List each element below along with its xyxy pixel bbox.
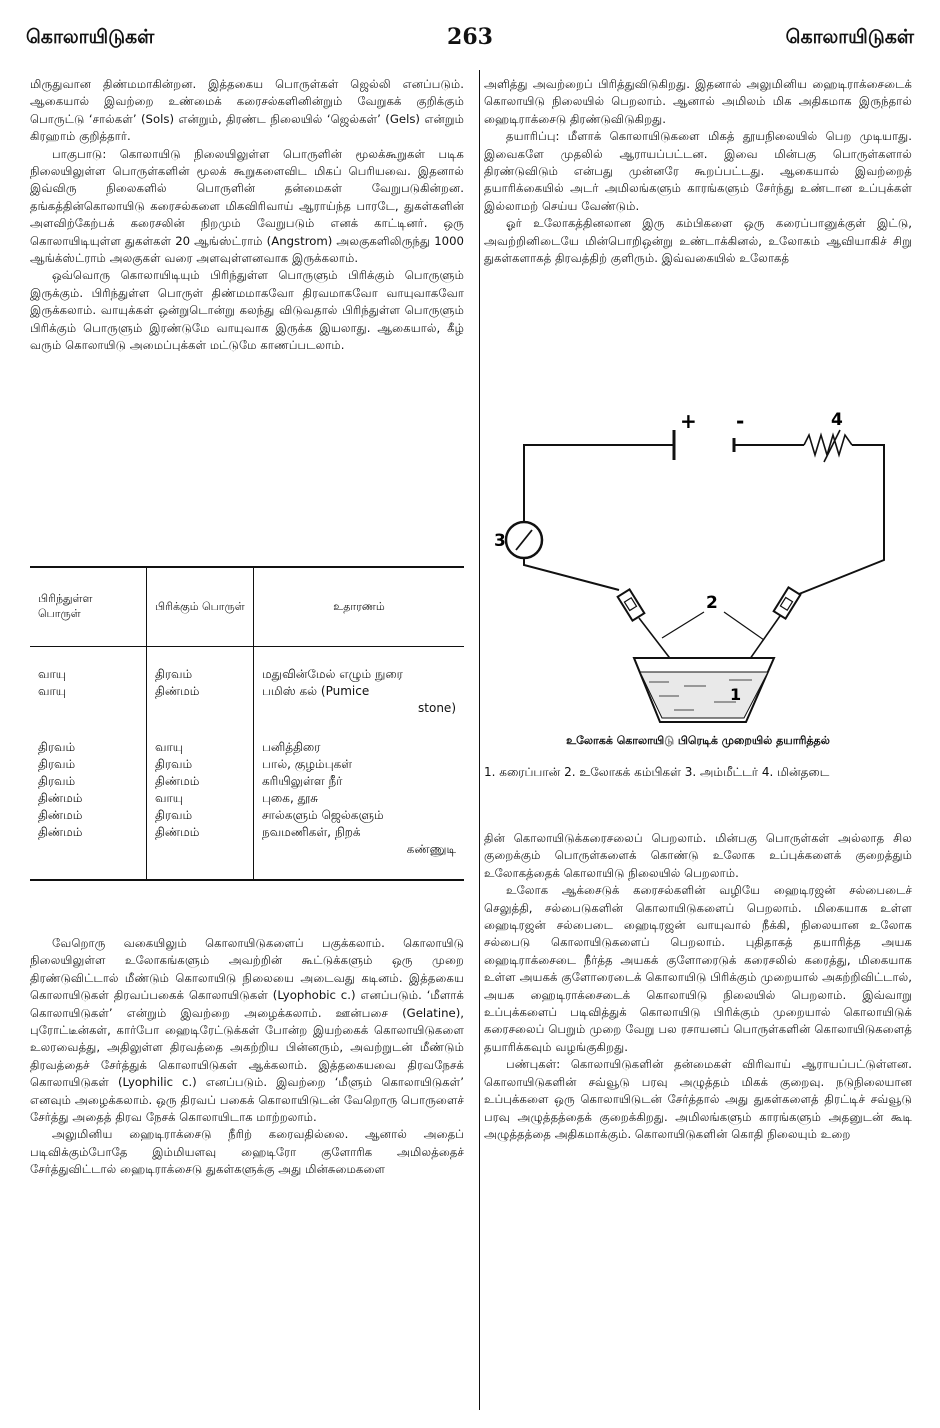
table-cell: திரவம் — [147, 808, 254, 825]
circuit-wire — [524, 445, 674, 530]
table-cell — [147, 842, 254, 859]
label-2: 2 — [706, 593, 718, 613]
paragraph: உலோக ஆக்சைடுக் கரைசல்களின் வழியே ஹைடிரஜன் சல்பைடைச் செலுத்தி, சல்பைடுகளின் கொலாயிடுகளைப் பெறலாம். மிகையாக உள்ள ஹைடிரஜன் சல்பைடை ஹைடிரஜன் வாயுவால் நீக்கி, நிலையான உலோக சல்பைடு கொலாயிடுகளைப் பெறலாம். புதிதாகத் தயாரித்த அயக ஹைடிராக்சைடை நீர்த்த அயகக் குளோரைடுக் கரைசலில் கரைத்து, மிகையாக உள்ள அயகக் குளோரைடைக் கொலாயிடு பிரிக்கும் முறையால் அகற்றிவிட்டால், அயக ஹைடிராக்சைடைக் கொலாயிடு நிலையில் பெறலாம். இவ்வாறு உப்புக்களைப் படிவித்துக் கொலாயிடு பிரிக்கும் முறையால் கொலாயிடுக் கரைசலைப் பெறும் முறை வேறு பல ரசாயனப் பொருள்களின் கொலாயிடுகளைத் தயாரிக்கவும் வழங்குகிறது. — [484, 883, 912, 1054]
paragraph: தின் கொலாயிடுக்கரைசலைப் பெறலாம். மின்பகு பொருள்கள் அல்லாத சில குறைக்கும் பொருள்களைக் கொண்டு உலோக உப்புக்களைக் குறைத்தும் உலோகத்தைக் கொலாயிடு நிலையில் பெறலாம். — [484, 831, 912, 880]
page-number: 263 — [447, 24, 493, 50]
table-cell: வாயு — [30, 667, 147, 684]
circuit-wire — [524, 550, 619, 590]
table-cell: கரியிலுள்ள நீர் — [262, 774, 343, 788]
table-cell: திண்மம் — [147, 774, 254, 791]
paragraph: பண்புகள்: கொலாயிடுகளின் தன்மைகள் விரிவாய் ஆராயப்பட்டுள்ளன. கொலாயிடுகளின் சவ்வூடு பரவு அழுத்தம் மிகக் குறைவு. நடுநிலையான உப்புக்களை ஒரு கொலாயிடுடன் சேர்த்தால் அது துகள்களைத் திரட்டிச் சவ்வூடு பரவு அழுத்தத்தைக் குறைக்கிறது. அமிலங்களும் காரங்களும் அதனுடன் கூடி அழுத்தத்தை அதிகமாக்கும். கொலாயிடுகளின் கொதி நிலையும் உறை — [484, 1057, 912, 1141]
table-header-dispersed-phase: பிரிந்துள்ள பொருள் — [30, 567, 147, 647]
table-cell: சால்களும் ஜெல்களும் — [262, 808, 384, 822]
table-cell: திரவம் — [30, 740, 147, 757]
figure-legend: 1. கரைப்பான் 2. உலோகக் கம்பிகள் 3. அம்மீட்டர் 4. மின்தடை — [484, 765, 830, 779]
paragraph: மிருதுவான திண்மமாகின்றன. இத்தகைய பொருள்கள் ஜெல்லி எனப்படும். ஆகையால் இவற்றை உண்மைக் கரைசல்களினின்றும் வேறுகக் குறிக்கும் பொருட்டு ‘சால்கள்’ (Sols) என்றும், திரண்ட நிலையில் ‘ஜெல்கள்’ (Gels) என்றும் கிரஹாம் குறித்தார். — [30, 77, 464, 144]
paragraph: அலுமினிய ஹைடிராக்சைடு நீரிற் கரைவதில்லை. ஆனால் அதைப் படிவிக்கும்போதே இம்மியளவு ஹைடிரோ குளோரிக அமிலத்தைச் சேர்த்துவிட்டால் ஹைடிராக்சைடு துகள்களுக்கு அது மின்சுமைகளை — [30, 1127, 464, 1177]
table-cell: திண்மம் — [147, 684, 254, 701]
left-column-top — [30, 76, 464, 355]
rheostat-coil — [804, 435, 852, 455]
rheostat-slider — [824, 430, 840, 462]
table-cell: பமிஸ் கல் (Pumice — [262, 684, 370, 698]
table-row — [30, 667, 464, 684]
table-cell: வாயு — [147, 791, 254, 808]
label-1: 1 — [730, 685, 742, 704]
table-row — [30, 740, 464, 757]
table-cell: stone) — [418, 701, 456, 715]
table-cell: திரவம் — [147, 757, 254, 774]
table-cell: புகை, தூசு — [262, 791, 319, 805]
paragraph: வேறொரு வகையிலும் கொலாயிடுகளைப் பகுக்கலாம். கொலாயிடு நிலையிலுள்ள உலோகங்களும் அவற்றின் கூட்டுக்களும் ஒரு முறை திரண்டுவிட்டால் மீண்டும் கொலாயிடு நிலையை அடைவது கடினம். இத்தகைய கொலாயிடுகள் திரவப்பகைக் கொலாயிடுகள் (Lyophobic c.) எனப்படும். ‘மீளாக் கொலாயிடுகள்’ என்றும் இவற்றை அழைக்கலாம். ஊன்பசை (Gelatine), புரோட்டீன்கள், கார்போ ஹைடிரேட்டுக்கள் போன்ற இயற்கைக் கொலாயிடுகளை உலரவைத்து, அதிலுள்ள திரவத்தை அகற்றிய பின்னரும், அவற்றுடன் மீண்டும் திரவத்தைச் சேர்த்துக் கொலாயிடுகள் ஆக்கலாம். இத்தகையவை திரவநேசக் கொலாயிடுகள் (Lyophilic c.) எனப்படும். இவற்றை ‘மீளும் கொலாயிடுகள்’ எனவும் அழைக்கலாம். ஒரு திரவப் பகைக் கொலாயிடுடன் வேறொரு பொருளைச் சேர்த்து அதைத் திரவ நேசக் கொலாயிடாக மாற்றலாம். — [30, 936, 464, 1125]
table-row — [30, 842, 464, 859]
table-cell: திரவம் — [30, 757, 147, 774]
table-cell: நவமணிகள், நிறக் — [262, 825, 361, 839]
electrode-holder-right — [774, 587, 801, 618]
running-header-left: கொலாயிடுகள் — [26, 26, 155, 48]
table-row — [30, 791, 464, 808]
circuit-wire — [784, 445, 884, 600]
table-cell: திண்மம் — [147, 825, 254, 842]
table-cell: திண்மம் — [30, 791, 147, 808]
table-row — [30, 701, 464, 718]
table-header-dispersion-medium: பிரிக்கும் பொருள் — [147, 567, 254, 647]
table-row — [30, 825, 464, 842]
table-row — [30, 774, 464, 791]
table-cell: பால், குழம்புகள் — [262, 757, 353, 771]
table-cell — [30, 842, 147, 859]
bredig-arc-apparatus-diagram — [484, 400, 914, 730]
table-row — [30, 757, 464, 774]
column-divider — [479, 70, 480, 1410]
table-row — [30, 808, 464, 825]
paragraph: ஒவ்வொரு கொலாயிடியும் பிரிந்துள்ள பொருளும் பிரிக்கும் பொருளும் இருக்கும். பிரிந்துள்ள பொருள் திண்மமாகவோ திரவமாகவோ வாயுவாகவோ இருக்கலாம். வாயுக்கள் ஒன்றுடொன்று கலந்து விடுவதால் பிரிந்துள்ள பொருளும் பிரிக்கும் பொருளும் இரண்டுமே வாயுவாக இருக்க இயலாது. ஆகையால், கீழ் வரும் கொலாயிடு அமைப்புக்கள் மட்டுமே காணப்படலாம். — [30, 268, 464, 353]
figure-caption: உலோகக் கொலாயிடு பிரெடிக் முறையில் தயாரித்தல் — [566, 734, 830, 747]
leader-line — [724, 612, 764, 640]
paragraph: தயாரிப்பு: மீளாக் கொலாயிடுகளை மிகத் தூயநிலையில் பெற முடியாது. இவைகளே முதலில் ஆராயப்பட்டன. இவை மின்பகு பொருள்களால் திரண்டுவிடும் என்பது முன்னரே கூறப்பட்டது. ஆகையால் இவற்றைத் தயாரிக்கையில் அடர் அமிலங்களும் காரங்களும் சேர்ந்து உண்டான உப்புக்கள் இல்லாமற் செய்ய வேண்டும். — [484, 129, 912, 213]
paragraph: அளித்து அவற்றைப் பிரித்துவிடுகிறது. இதனால் அலுமினிய ஹைடிராக்சைடைக் கொலாயிடு நிலையில் பெறலாம். ஆனால் அமிலம் மிக அதிகமாக இருந்தால் ஹைடிராக்சைடு திரண்டுவிடுகிறது. — [484, 77, 912, 126]
table-cell: வாயு — [147, 740, 254, 757]
minus-sign: - — [736, 409, 745, 433]
table-cell — [147, 701, 254, 718]
table-cell: பனித்திரை — [262, 740, 321, 754]
table-cell: வாயு — [30, 684, 147, 701]
table-row — [30, 684, 464, 701]
table-cell: திண்மம் — [30, 825, 147, 842]
running-header-right: கொலாயிடுகள் — [785, 26, 914, 48]
table-cell: மதுவின்மேல் எழும் நுரை — [262, 667, 403, 681]
table-cell: திண்மம் — [30, 808, 147, 825]
right-column-top — [484, 76, 912, 267]
table-header-example: உதாரணம் — [254, 567, 465, 647]
left-column-bottom — [30, 935, 464, 1179]
plus-sign: + — [680, 409, 697, 433]
label-3: 3 — [494, 531, 506, 551]
leader-line — [662, 612, 704, 638]
table-cell: திரவம் — [147, 667, 254, 684]
table-cell: கண்ணுடி — [406, 842, 456, 856]
label-4: 4 — [831, 410, 843, 430]
table-cell — [30, 701, 147, 718]
table-cell: திரவம் — [30, 774, 147, 791]
right-column-bottom — [484, 830, 912, 1143]
colloid-types-table — [30, 566, 464, 881]
electrode-holder-left — [618, 589, 645, 620]
paragraph: ஓர் உலோகத்தினலான இரு கம்பிகளை ஒரு கரைப்பானுக்குள் இட்டு, அவற்றினிடையே மின்பொறிஒன்று உண்டாக்கினல், உலோகம் ஆவியாகிச் சிறு துகள்களாகத் திரவத்திற் குளிரும். இவ்வகையில் உலோகத் — [484, 216, 912, 266]
paragraph: பாகுபாடு: கொலாயிடு நிலையிலுள்ள பொருளின் மூலக்கூறுகள் படிக நிலையிலுள்ள பொருள்களின் மூலக் கூறுகளைவிட மிகப் பெரியவை. இதனால் இவ்விரு நிலைகளில் பொருளின் தன்மைகள் வேறுபடுகின்றன. தங்கத்தின்கொலாயிடு கரைசல்களை மிகவிரிவாய் ஆராய்ந்த பாரடே, துகள்களின் அளவிற்கேற்பக் கரைசலின் நிறமும் வேறுபடும் எனக் காட்டினர். ஒரு கொலாயிடியுள்ள துகள்கள் 20 ஆங்ஸ்ட்ராம் (Angstrom) அலகுகளிலிருந்து 1000 ஆங்க்ஸ்ட்ராம் அலகுகள் வரை அளவுள்ளனவாக இருக்கலாம். — [30, 146, 464, 266]
